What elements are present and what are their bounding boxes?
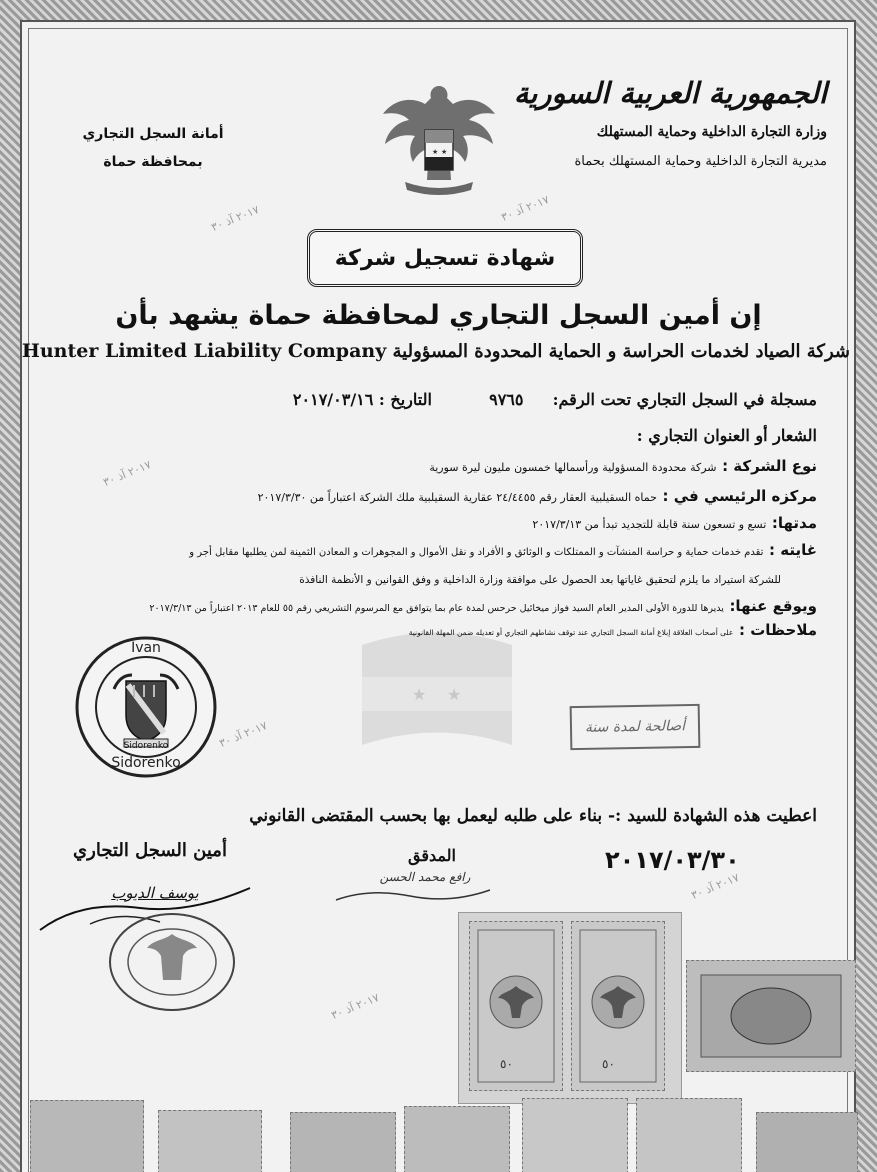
date-watermark: ٢٠١٧ آذ ٣٠ bbox=[499, 193, 552, 224]
registration-line bbox=[293, 390, 817, 409]
purpose-value-line2: للشركة استيراد ما يلزم لتحقيق غاياتها بعد الحصول على موافقة وزارة الداخلية و وفق القوانين و الأنظمة النافذة bbox=[299, 574, 781, 586]
registrar-label: أمين السجل التجاري bbox=[73, 840, 227, 861]
date-watermark: ٢٠١٧ آذ ٣٠ bbox=[217, 719, 270, 750]
revenue-stamp bbox=[404, 1106, 510, 1172]
revenue-stamp bbox=[686, 960, 856, 1072]
revenue-stamp bbox=[290, 1112, 396, 1172]
trade-name-label: الشعار أو العنوان التجاري : bbox=[636, 426, 817, 445]
revenue-stamp bbox=[636, 1098, 742, 1172]
purpose-label: غايته : bbox=[769, 541, 817, 559]
validity-stamp: أصالحة لمدة سنة bbox=[570, 704, 701, 750]
certificate-headline: إن أمين السجل التجاري لمحافظة حماة يشهد بأن bbox=[115, 300, 762, 331]
revenue-stamp bbox=[158, 1110, 262, 1172]
revenue-stamp bbox=[756, 1112, 858, 1172]
registry-office-line1: أمانة السجل التجاري bbox=[82, 126, 224, 142]
revenue-stamp bbox=[522, 1098, 628, 1172]
date-watermark: ٢٠١٧ آذ ٣٠ bbox=[689, 871, 742, 902]
svg-text:٥٠: ٥٠ bbox=[602, 1057, 615, 1071]
registration-number: ٩٧٦٥ bbox=[489, 390, 524, 409]
registry-office-line2: بمحافظة حماة bbox=[103, 154, 203, 170]
date-watermark: ٢٠١٧ آذ ٣٠ bbox=[101, 458, 154, 489]
registration-date-label: التاريخ : bbox=[378, 390, 432, 409]
header-authority bbox=[497, 76, 827, 169]
syrian-eagle-emblem-icon bbox=[375, 78, 503, 204]
company-name-arabic: شركة الصياد لخدمات الحراسة و الحماية المحدودة المسؤولية bbox=[392, 341, 850, 362]
svg-text:٥٠: ٥٠ bbox=[500, 1057, 513, 1071]
notes-label: ملاحظات : bbox=[738, 621, 817, 639]
svg-text:★: ★ bbox=[412, 685, 427, 704]
certificate-title: شهادة تسجيل شركة bbox=[307, 229, 583, 287]
auditor-label: المدقق bbox=[408, 846, 456, 865]
duration-value: تسع و تسعون سنة قابلة للتجديد تبدأ من ٢٠١٧/٣/١٣ bbox=[532, 518, 767, 531]
revenue-stamp-eagle-icon bbox=[470, 922, 562, 1090]
purpose-continuation bbox=[299, 568, 781, 587]
duration-line bbox=[532, 513, 817, 532]
notes-line bbox=[409, 620, 817, 639]
issuance-statement: اعطيت هذه الشهادة للسيد :- بناء على طلبه ليعمل بها بحسب المقتضى القانوني bbox=[249, 806, 817, 826]
svg-text:★: ★ bbox=[447, 685, 462, 704]
revenue-stamp bbox=[469, 921, 563, 1091]
company-type-line bbox=[429, 456, 817, 475]
seal-top-text: Ivan bbox=[131, 640, 161, 656]
revenue-stamp-sheet bbox=[458, 912, 682, 1104]
revenue-stamp bbox=[30, 1100, 144, 1172]
svg-text:★: ★ bbox=[441, 148, 448, 156]
svg-text:★: ★ bbox=[432, 148, 439, 156]
duration-label: مدتها: bbox=[771, 514, 817, 532]
ministry-name: وزارة التجارة الداخلية وحماية المستهلك bbox=[596, 124, 827, 140]
official-round-stamp-icon bbox=[105, 910, 240, 1015]
revenue-stamp-eagle-icon bbox=[572, 922, 664, 1090]
company-type-value: شركة محدودة المسؤولية ورأسمالها خمسون مليون ليرة سورية bbox=[429, 461, 717, 474]
signature-stroke-icon bbox=[330, 870, 500, 910]
headquarters-label: مركزه الرئيسي في : bbox=[662, 487, 817, 505]
company-name bbox=[21, 340, 850, 362]
notary-seal bbox=[74, 635, 218, 779]
signatory-line bbox=[149, 596, 817, 615]
headquarters-line bbox=[258, 486, 817, 505]
registration-label: مسجلة في السجل التجاري تحت الرقم: bbox=[552, 390, 817, 409]
auditor-signature: رافع محمد الحسن bbox=[379, 870, 471, 884]
purpose-line bbox=[189, 540, 817, 559]
date-watermark: ٢٠١٧ آذ ٣٠ bbox=[209, 203, 262, 234]
issue-date: ٢٠١٧/٠٣/٣٠ bbox=[605, 846, 740, 874]
republic-name: الجمهورية العربية السورية bbox=[513, 76, 827, 110]
company-type-label: نوع الشركة : bbox=[722, 457, 817, 475]
revenue-stamp-pattern-icon bbox=[687, 961, 855, 1071]
company-name-english: Hunter Limited Liability Company bbox=[21, 340, 387, 362]
signatory-label: ويوقع عنها: bbox=[729, 597, 817, 615]
purpose-value-line1: تقدم خدمات حماية و حراسة المنشآت و الممتلكات و الوثائق و الأفراد و نقل الأموال و المجوهرات و المعادن الثمينة لمن يطلبها مقابل أجر و bbox=[189, 547, 764, 558]
registrar-name: يوسف الديوب bbox=[111, 884, 199, 902]
revenue-stamp bbox=[571, 921, 665, 1091]
headquarters-value: حماه السقيلبية العقار رقم ٢٤/٤٤٥٥ عقارية السقيلبية ملك الشركة اعتباراً من ٢٠١٧/٣/٣٠ bbox=[257, 491, 657, 504]
seal-ribbon-text: Sidorenko bbox=[123, 741, 169, 751]
signatory-value: يديرها للدورة الأولى المدير العام السيد فواز ميخائيل حرحس لمدة عام بما يتوافق مع المرسوم التشريعي رقم ٥٥ للعام ٢٠١٣ اعتباراً من ٢٠١٧/٣/١٣ bbox=[149, 603, 724, 614]
seal-bottom-text: Sidorenko bbox=[111, 755, 181, 771]
date-watermark: ٢٠١٧ آذ ٣٠ bbox=[329, 991, 382, 1022]
notes-value: على أصحاب العلاقة إبلاغ أمانة السجل التجاري عند توقف نشاطهم التجاري أو تعديله ضمن المهلة القانونية bbox=[408, 628, 734, 637]
registry-office bbox=[58, 120, 248, 176]
registration-date: ٢٠١٧/٠٣/١٦ bbox=[292, 390, 374, 409]
directorate-name: مديرية التجارة الداخلية وحماية المستهلك بحماة bbox=[574, 154, 827, 169]
background-flag-watermark bbox=[352, 625, 522, 765]
